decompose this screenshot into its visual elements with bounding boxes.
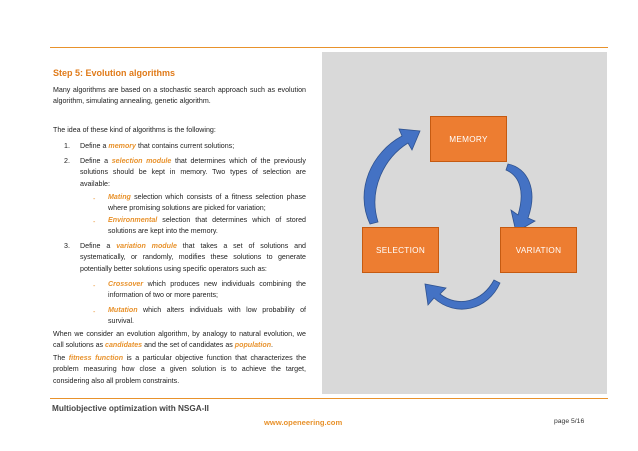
list-item-text: that determines which of the previously solutions should be kept in memory. Two types of selection are available: [80, 157, 306, 188]
paragraph-text: The [53, 354, 69, 362]
bullet-dash: - [93, 195, 96, 203]
mating-term: Mating [108, 193, 131, 201]
bottom-rule [50, 398, 608, 399]
list-item-text: that takes a set of solutions and systematically, or randomly, modifies these solutions to generate potentially better solutions using specific operators such as: [80, 242, 306, 273]
footer-url-link[interactable]: www.openeering.com [264, 418, 343, 427]
list-item-text: Define a [80, 142, 109, 150]
arrow-selection-to-memory [364, 129, 420, 224]
sub-item-mutation [108, 305, 306, 328]
sub-item-environmental [108, 215, 306, 238]
sub-item-text: selection which consists of a fitness selection phase where promising solutions are picked for variation; [108, 193, 306, 213]
section-heading: Step 5: Evolution algorithms [53, 68, 176, 78]
arrow-variation-to-selection [425, 280, 500, 309]
arrow-memory-to-variation [506, 164, 535, 232]
analogy-paragraph [53, 329, 306, 352]
bullet-dash: - [93, 308, 96, 316]
idea-intro: The idea of these kind of algorithms is the following: [53, 126, 216, 134]
memory-term: memory [108, 142, 137, 150]
sub-item-text: selection that determines which of stored solutions are kept into the memory. [108, 216, 306, 236]
list-number-3: 3. [64, 242, 70, 250]
list-number-1: 1. [64, 142, 70, 150]
crossover-term: Crossover [108, 280, 144, 288]
memory-box: MEMORY [430, 116, 507, 162]
list-item-selection [80, 156, 306, 190]
fitness-paragraph [53, 353, 306, 387]
sub-item-text: which produces new individuals combining the information of two or more parents; [108, 280, 306, 300]
bullet-dash: - [93, 218, 96, 226]
list-item-memory [80, 141, 306, 152]
variation-box: VARIATION [500, 227, 577, 273]
bullet-dash: - [93, 282, 96, 290]
mutation-term: Mutation [108, 306, 138, 314]
text-column [50, 52, 310, 394]
list-item-text: that contains current solutions; [136, 142, 235, 150]
paragraph-text: is a particular objective function that characterizes the problem measuring how close a given solution is to achieve the target, considering also all problem constraints. [53, 354, 307, 385]
paragraph-text: and the set of candidates as [142, 341, 235, 350]
selection-box: SELECTION [362, 227, 439, 273]
candidates-term: candidates [105, 341, 143, 350]
population-term: population [234, 341, 272, 350]
list-item-text: Define a [80, 157, 112, 165]
list-item-variation [80, 241, 306, 275]
cycle-arrows [322, 52, 607, 394]
variation-module-term: variation module [116, 242, 177, 250]
fitness-function-term: fitness function [68, 354, 124, 362]
list-number-2: 2. [64, 157, 70, 165]
intro-paragraph: Many algorithms are based on a stochastic search approach such as evolution algorithm, simulating annealing, genetic algorithm. [53, 86, 306, 106]
sub-item-crossover [108, 279, 306, 302]
environmental-term: Environmental [108, 216, 158, 224]
top-rule [50, 47, 608, 48]
sub-item-text: which alters individuals with low probability of survival. [108, 306, 306, 326]
list-item-text: Define a [80, 242, 117, 250]
paragraph-text: When we consider an evolution algorithm, by analogy to natural evolution, we call solutions as [53, 330, 306, 350]
paragraph-text: . [271, 341, 274, 350]
sub-item-mating [108, 192, 306, 215]
page-number: page 5/16 [554, 418, 585, 425]
selection-module-term: selection module [111, 157, 172, 165]
footer-title: Multiobjective optimization with NSGA-II [52, 404, 209, 413]
